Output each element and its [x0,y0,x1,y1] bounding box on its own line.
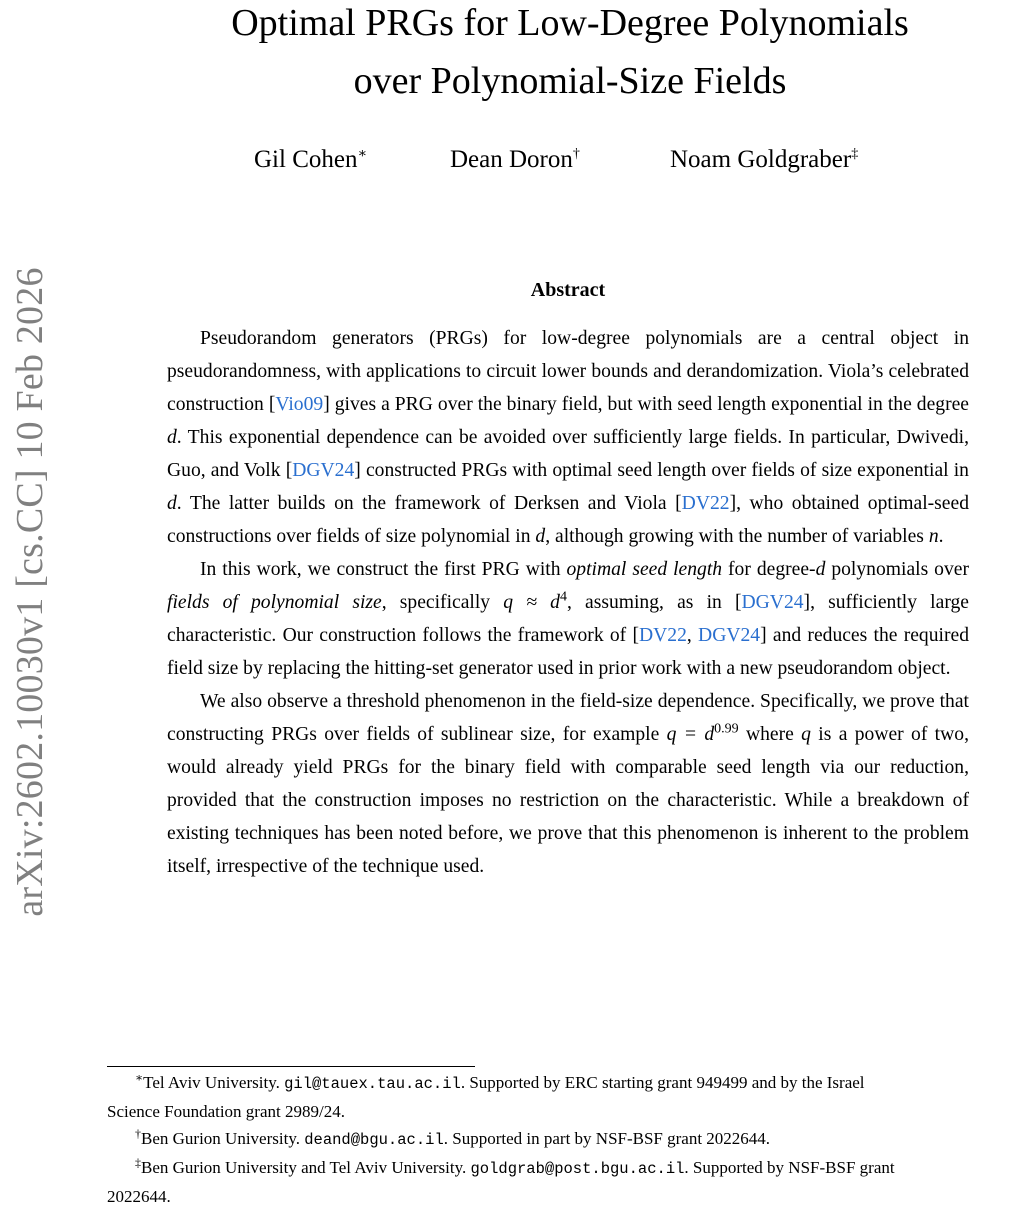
emphasis: fields of polynomial size [167,592,382,613]
footnote-3 [107,1154,1030,1183]
citation-link[interactable]: DGV24 [698,625,761,646]
footnote-rule [107,1066,475,1067]
math-expr: q = d [666,724,715,745]
text: Pseudorandom generators (PRGs) for low-degree polynomials are a central object in pseudorandomness, with applications to circuit lower bounds and derandomization. Viola’s celebrated construction [ [167,328,969,415]
paper-title [120,0,1020,110]
footnote-mark: ‡ [135,1155,141,1170]
citation-link[interactable]: Vio09 [275,394,324,415]
citation-link[interactable]: DV22 [638,625,687,646]
title-line-2: over Polynomial-Size Fields [353,60,787,102]
text: ] constructed PRGs with optimal seed length over fields of size exponential in [354,460,969,481]
text: ], sufficiently large characteristic. Our construction follows the framework of [ [167,592,969,646]
text: ], who obtained optimal-seed constructions over fields of size polynomial in [167,493,969,547]
citation-link[interactable]: DV22 [681,493,730,514]
arxiv-stamp: arXiv:2602.10030v1 [cs.CC] 10 Feb 2026 [9,267,51,917]
footnote-1 [107,1069,1030,1098]
author-2 [450,146,580,174]
math-var: d [815,559,826,580]
math-expr: q ≈ d [503,592,560,613]
math-exponent: 4 [559,589,567,605]
title-line-1: Optimal PRGs for Low-Degree Polynomials [231,2,909,44]
citation-link[interactable]: DGV24 [292,460,355,481]
email-link[interactable]: deand@bgu.ac.il [304,1131,444,1149]
author-3 [670,146,858,174]
text: Ben Gurion University. [141,1129,305,1148]
math-var: d [535,526,546,547]
emphasis: optimal seed length [566,559,723,580]
author-name: Noam Goldgraber [670,146,852,173]
math-var: d [167,493,177,514]
footnote-mark: ∗ [135,1070,144,1085]
text: Ben Gurion University and Tel Aviv University. [141,1158,471,1177]
text: Tel Aviv University. [143,1073,285,1092]
author-name: Dean Doron [450,146,573,173]
text: , specifically [381,592,504,613]
citation-link[interactable]: DGV24 [741,592,804,613]
email-link[interactable]: gil@tauex.tau.ac.il [284,1075,461,1093]
text: . This exponential dependence can be avoided over sufficiently large fields. In particular, Dwivedi, Guo, and Volk [ [167,427,969,481]
abstract-paragraph-1 [167,322,969,553]
text: . Supported by NSF-BSF grant [684,1158,895,1177]
text: . The latter builds on the framework of Derksen and Viola [ [176,493,682,514]
author-mark: ∗ [357,146,367,162]
text: . Supported in part by NSF-BSF grant 2022644. [443,1129,771,1148]
footnote-2 [107,1125,1030,1154]
abstract-paragraph-2 [167,553,969,685]
abstract-body [167,322,969,883]
text: . [938,526,944,547]
text: , [686,625,699,646]
math-var: d [167,427,177,448]
text: polynomials over [825,559,969,580]
abstract-heading: Abstract [530,279,606,301]
text: for degree- [722,559,816,580]
text: where [738,724,802,745]
text: We also observe a threshold phenomenon in the field-size dependence. Specifically, we prove that constructing PRGs over fields of sublinear size, for example [167,691,969,745]
text: , although growing with the number of variables [545,526,929,547]
footnote-3-continued: 2022644. [107,1187,171,1206]
abstract-paragraph-3 [167,685,969,883]
email-link[interactable]: goldgrab@post.bgu.ac.il [470,1160,685,1178]
math-exponent: 0.99 [714,721,739,737]
footnote-mark: † [135,1126,141,1141]
text: ] and reduces the required field size by replacing the hitting-set generator used in prior work with a new pseudorandom object. [167,625,969,679]
author-name: Gil Cohen [254,146,358,173]
text: is a power of two, would already yield PRGs for the binary field with comparable seed length via our reduction, provided that the construction imposes no restriction on the characteristic. While a breakdown of existing techniques has been noted before, we prove that this phenomenon is inherent to the problem itself, irrespective of the technique used. [167,724,969,877]
author-mark: † [572,146,580,162]
math-var: n [928,526,939,547]
footnotes [107,1069,1030,1210]
text: . Supported by ERC starting grant 949499 and by the Israel [460,1073,865,1092]
math-var: q [801,724,811,745]
author-mark: ‡ [851,146,859,162]
author-1 [254,146,367,174]
footnote-1-continued: Science Foundation grant 2989/24. [107,1102,345,1121]
text: ] gives a PRG over the binary field, but with seed length exponential in the degree [323,394,969,415]
text: In this work, we construct the first PRG with [200,559,567,580]
text: , assuming, as in [ [566,592,742,613]
